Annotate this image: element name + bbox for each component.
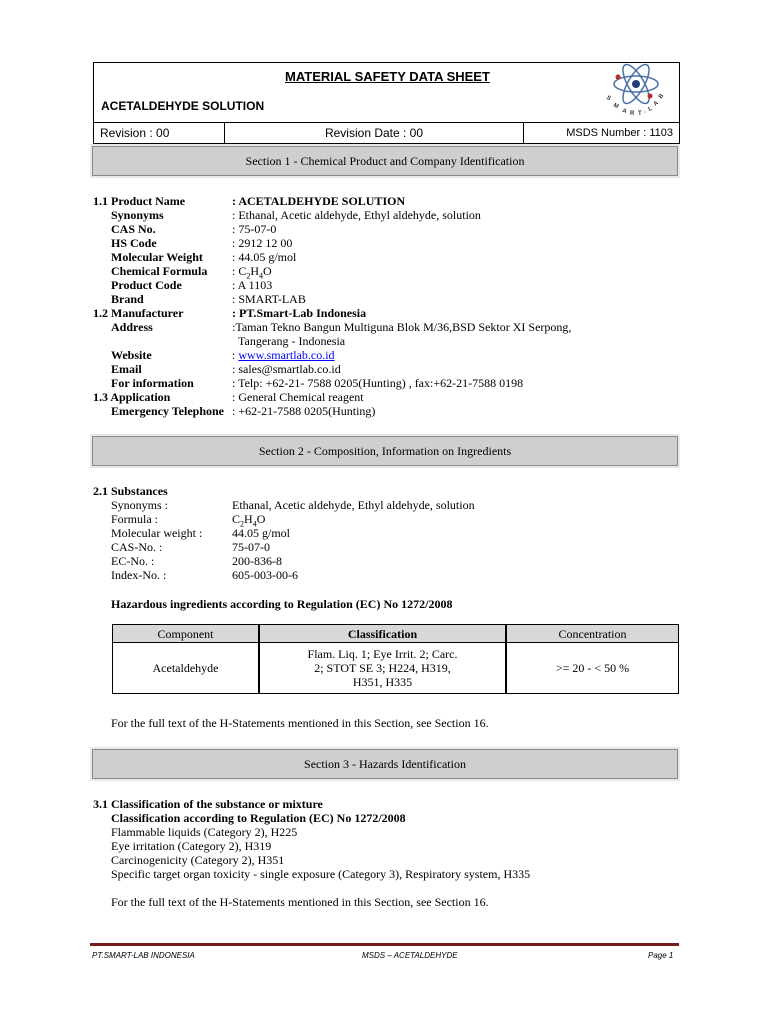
hazard-item: Eye irritation (Category 2), H319 (111, 839, 272, 853)
document-title: MATERIAL SAFETY DATA SHEET (285, 69, 490, 84)
section-1-bar: Section 1 - Chemical Product and Company Identification (90, 144, 680, 178)
substances-heading: 2.1 Substances (93, 484, 168, 498)
svg-text:M: M (612, 102, 620, 111)
hazardous-ingredients-heading: Hazardous ingredients according to Regulation (EC) No 1272/2008 (111, 597, 453, 611)
footer-page-number: Page 1 (648, 951, 674, 960)
website-link[interactable]: www.smartlab.co.id (238, 348, 335, 362)
footer-rule (90, 943, 679, 946)
classification-regulation-heading: Classification according to Regulation (EC) No 1272/2008 (111, 811, 406, 825)
svg-text:B: B (657, 93, 666, 101)
section-2-footnote: For the full text of the H-Statements mentioned in this Section, see Section 16. (111, 716, 489, 730)
footer-document: MSDS – ACETALDEHYDE (362, 951, 458, 960)
svg-text:·: · (644, 110, 646, 116)
svg-text:S: S (604, 94, 612, 103)
revision-date-cell: Revision Date : 00 (225, 123, 524, 143)
revision-cell: Revision : 00 (94, 123, 225, 143)
svg-text:T: T (638, 111, 642, 117)
svg-text:R: R (630, 111, 635, 117)
chemical-formula-value: : $C_2H_4O$ (232, 264, 272, 281)
section-3-bar: Section 3 - Hazards Identification (90, 747, 680, 781)
footer-company: PT.SMART-LAB INDONESIA (92, 951, 195, 960)
msds-number-cell: MSDS Number : 1103 (566, 127, 673, 139)
smart-lab-logo (598, 60, 678, 122)
table-header-concentration: Concentration (507, 625, 678, 643)
table-header-component: Component (113, 625, 258, 643)
classification-heading: 3.1 Classification of the substance or mixture (93, 797, 323, 811)
svg-text:L: L (647, 105, 654, 113)
table-header-classification: Classification (260, 625, 505, 643)
svg-text:A: A (652, 100, 660, 108)
hazard-item: Flammable liquids (Category 2), H225 (111, 825, 298, 839)
ingredients-table (112, 624, 679, 694)
section-3-footnote: For the full text of the H-Statements mentioned in this Section, see Section 16. (111, 895, 489, 909)
table-cell-classification: Flam. Liq. 1; Eye Irrit. 2; Carc. 2; STOT SE 3; H224, H319, H351, H335 (307, 647, 458, 689)
table-cell-component: Acetaldehyde (152, 661, 219, 675)
product-name-heading: ACETALDEHYDE SOLUTION (101, 99, 265, 113)
formula-value: $C_2H_4O$ (232, 512, 266, 529)
revision-row (94, 122, 679, 144)
hazard-item: Carcinogenicity (Category 2), H351 (111, 853, 285, 867)
table-cell-concentration: >= 20 - < 50 % (555, 661, 630, 675)
hazard-item: Specific target organ toxicity - single exposure (Category 3), Respiratory system, H335 (111, 867, 531, 881)
section-2-bar: Section 2 - Composition, Information on Ingredients (90, 434, 680, 468)
svg-text:A: A (621, 108, 628, 116)
